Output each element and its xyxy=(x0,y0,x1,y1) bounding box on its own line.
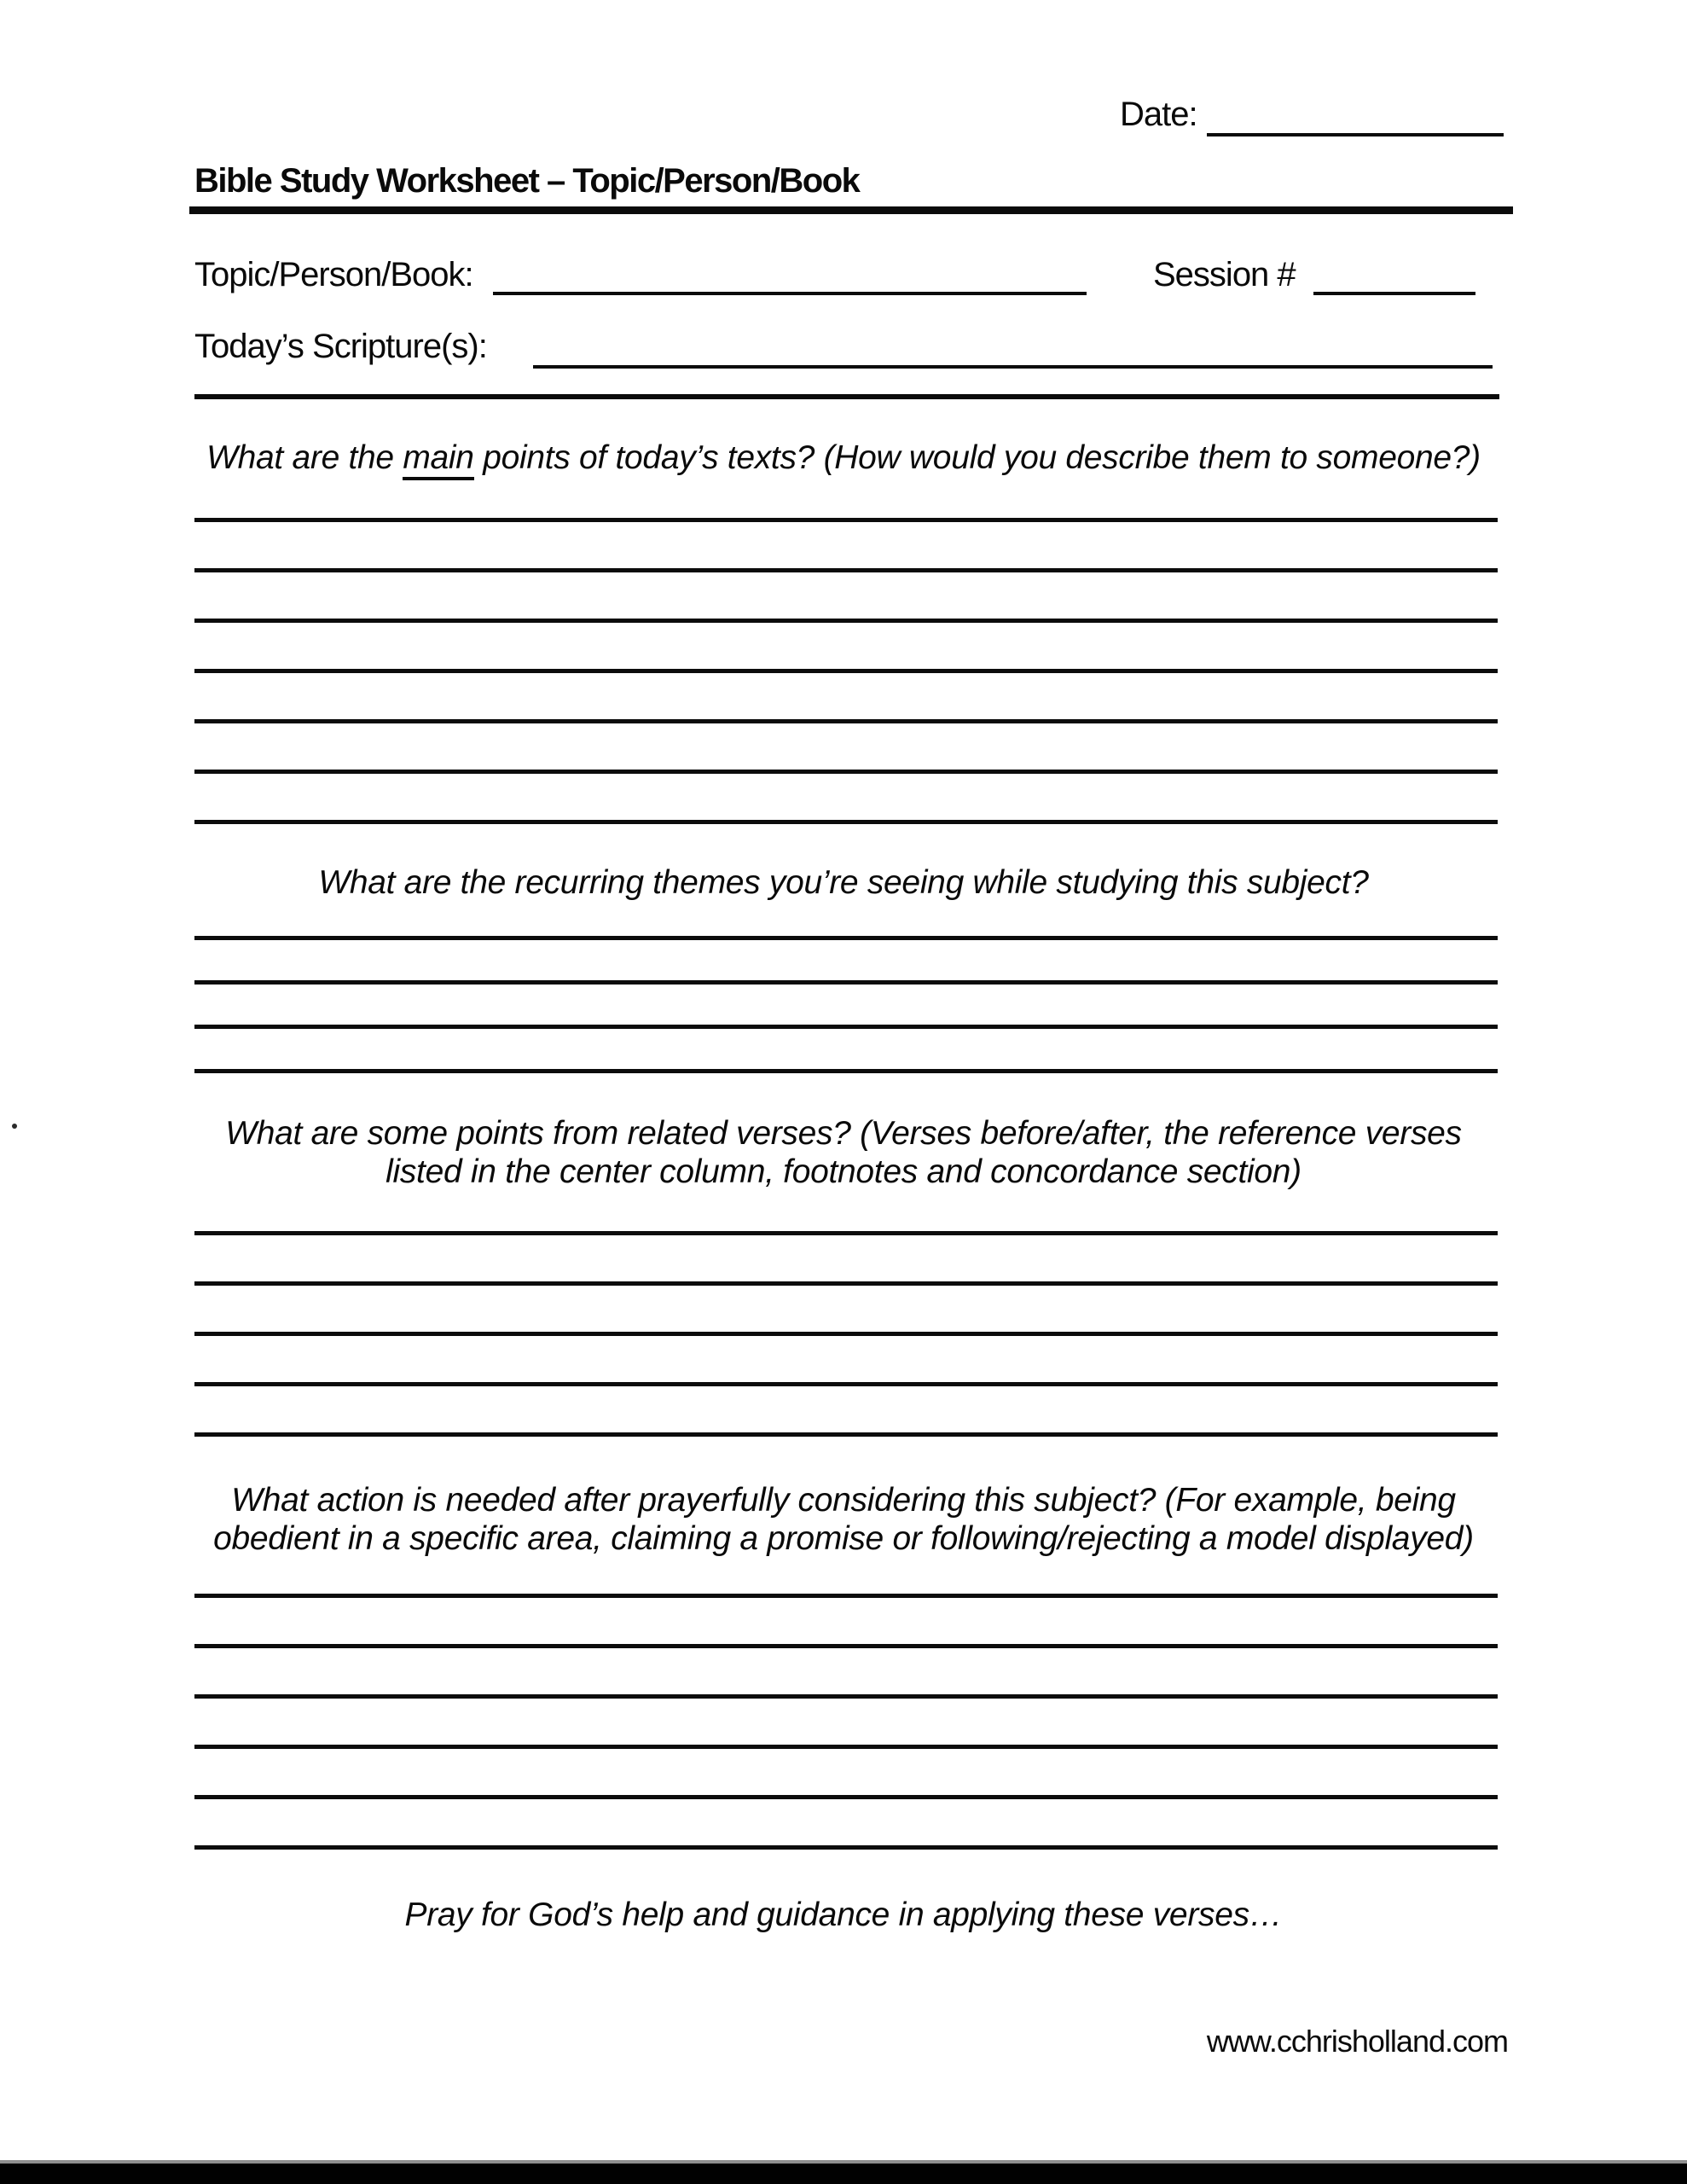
answer-line xyxy=(194,1598,1498,1648)
answer-line xyxy=(194,1336,1498,1386)
answer-line xyxy=(194,1799,1498,1850)
question-2-text: What are the recurring themes you’re seeing while studying this subject? xyxy=(318,864,1369,901)
answer-line xyxy=(194,1029,1498,1073)
question-2-answer-lines xyxy=(194,896,1498,1073)
scripture-blank-line xyxy=(533,331,1493,369)
answer-line xyxy=(194,1749,1498,1799)
answer-line xyxy=(194,1699,1498,1749)
date-blank-line xyxy=(1207,99,1504,136)
answer-line xyxy=(194,673,1498,723)
topic-blank-line xyxy=(493,258,1087,295)
question-1-prefix: What are the xyxy=(206,439,403,476)
answer-line xyxy=(194,472,1498,522)
scan-artifact-dot xyxy=(12,1124,17,1129)
answer-line xyxy=(194,1185,1498,1235)
page-title: Bible Study Worksheet – Topic/Person/Book xyxy=(194,162,860,200)
answer-line xyxy=(194,896,1498,940)
scripture-label: Today’s Scripture(s): xyxy=(194,328,487,365)
answer-line xyxy=(194,1235,1498,1286)
answer-line xyxy=(194,940,1498,985)
question-1-answer-lines xyxy=(194,472,1498,824)
topic-label: Topic/Person/Book: xyxy=(194,256,473,293)
title-rule xyxy=(189,206,1513,214)
answer-line xyxy=(194,723,1498,774)
question-4-text xyxy=(0,1481,1687,1558)
answer-line xyxy=(194,774,1498,824)
answer-line xyxy=(194,522,1498,572)
answer-line xyxy=(194,1286,1498,1336)
section-divider-rule xyxy=(194,394,1499,399)
answer-line xyxy=(194,1386,1498,1437)
question-3-line1: What are some points from related verses? (Verses before/after, the reference verses xyxy=(225,1115,1462,1152)
question-1-emphasized-word: main xyxy=(403,439,473,480)
prayer-note: Pray for God’s help and guidance in applying these verses… xyxy=(404,1896,1283,1933)
question-1-suffix: points of today’s texts? (How would you describe them to someone?) xyxy=(473,439,1481,476)
date-label: Date: xyxy=(1120,96,1197,133)
question-3-line2: listed in the center column, footnotes and concordance section) xyxy=(386,1153,1301,1190)
question-3-answer-lines xyxy=(194,1185,1498,1437)
session-label: Session # xyxy=(1153,256,1296,293)
answer-line xyxy=(194,1648,1498,1699)
session-blank-line xyxy=(1313,258,1475,295)
answer-line xyxy=(194,1548,1498,1598)
answer-line xyxy=(194,572,1498,623)
answer-line xyxy=(194,985,1498,1029)
question-4-line1: What action is needed after prayerfully considering this subject? (For example, being xyxy=(231,1482,1456,1519)
website-url: www.cchrisholland.com xyxy=(1206,2024,1508,2059)
answer-line xyxy=(194,623,1498,673)
question-4-answer-lines xyxy=(194,1548,1498,1850)
scan-edge-black-bar xyxy=(0,2164,1687,2184)
question-4-line2: obedient in a specific area, claiming a promise or following/rejecting a model displayed) xyxy=(213,1520,1474,1557)
question-3-text xyxy=(0,1114,1687,1191)
